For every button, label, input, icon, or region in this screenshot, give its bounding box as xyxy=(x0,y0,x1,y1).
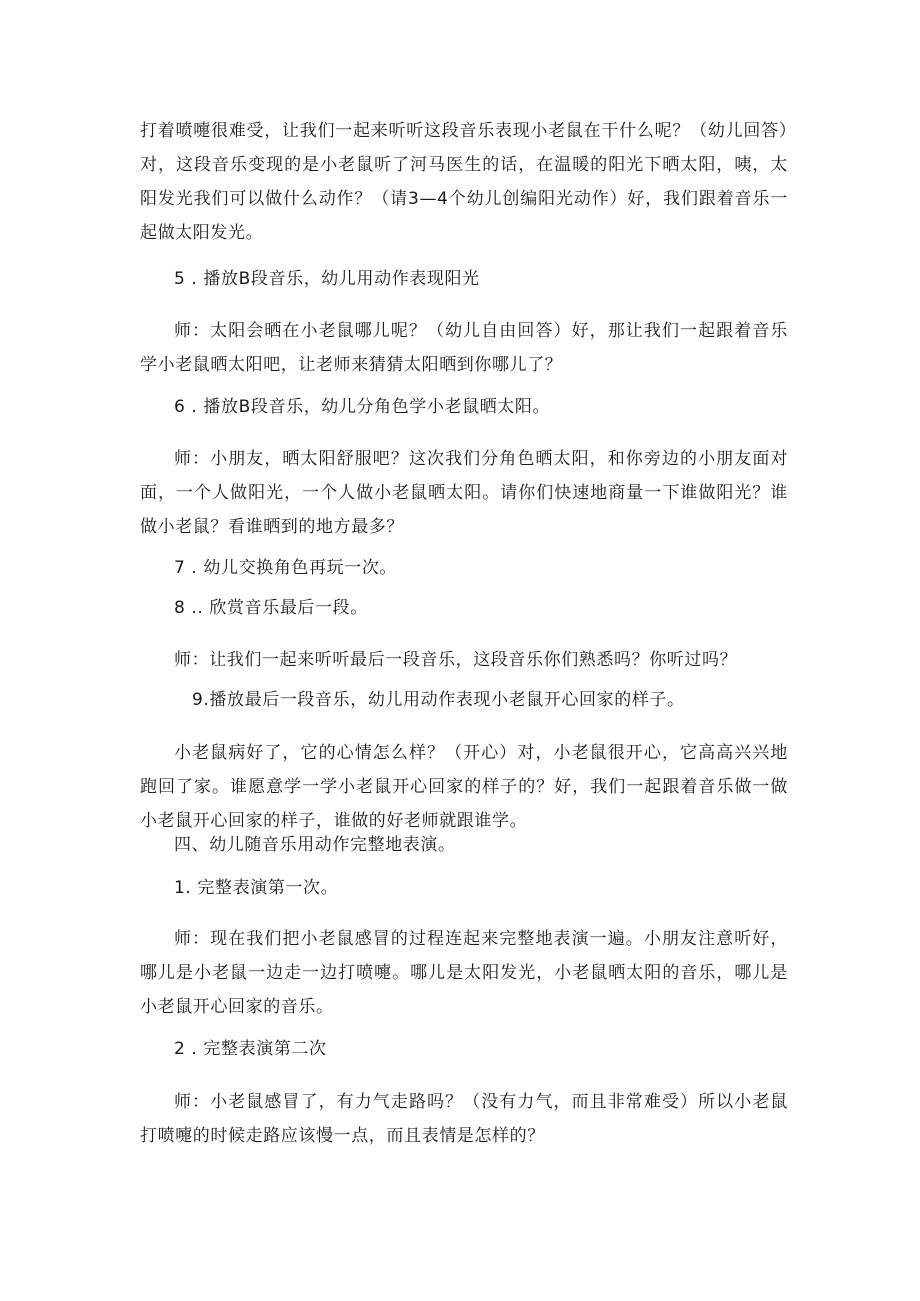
step-9-heading: 9.播放最后一段音乐，幼儿用动作表现小老鼠开心回家的样子。 xyxy=(192,690,685,710)
sub-step-2-heading: 2 . 完整表演第二次 xyxy=(174,1039,327,1059)
sub-step-1-heading: 1. 完整表演第一次。 xyxy=(174,878,339,898)
paragraph-teacher-sun-where: 师：太阳会晒在小老鼠哪儿呢？（幼儿自由回答）好，那让我们一起跟着音乐学小老鼠晒太阳吧，让老师来猜猜太阳晒到你哪儿了？ xyxy=(140,321,788,375)
step-6-heading: 6 . 播放B段音乐，幼儿分角色学小老鼠晒太阳。 xyxy=(174,397,551,417)
step-8-heading: 8 .. 欣赏音乐最后一段。 xyxy=(174,598,368,618)
step-7-heading: 7 . 幼儿交换角色再玩一次。 xyxy=(174,558,398,578)
paragraph-teacher-role-play: 师：小朋友，晒太阳舒服吧？这次我们分角色晒太阳，和你旁边的小朋友面对面，一个人做阳光，一个人做小老鼠晒太阳。请你们快速地商量一下谁做阳光？谁做小老鼠？看谁晒到的地方最多？ xyxy=(140,449,788,537)
paragraph-sun-music-intro: 打着喷嚏很难受，让我们一起来听听这段音乐表现小老鼠在干什么呢？（幼儿回答）对，这段音乐变现的是小老鼠听了河马医生的话，在温暖的阳光下晒太阳，咦，太阳发光我们可以做什么动作？（请3—4个幼儿创编阳光动作）好，我们跟着音乐一起做太阳发光。 xyxy=(140,121,788,243)
paragraph-mouse-happy-home: 小老鼠病好了，它的心情怎么样？（开心）对，小老鼠很开心，它高高兴兴地跑回了家。谁愿意学一学小老鼠开心回家的样子的？好，我们一起跟着音乐做一做小老鼠开心回家的样子，谁做的好老师就跟谁学。 xyxy=(140,743,788,831)
paragraph-teacher-last-music: 师：让我们一起来听听最后一段音乐，这段音乐你们熟悉吗？你听过吗？ xyxy=(174,650,738,670)
paragraph-teacher-cold-walk: 师：小老鼠感冒了，有力气走路吗？（没有力气，而且非常难受）所以小老鼠打喷嚏的时候走路应该慢一点，而且表情是怎样的？ xyxy=(140,1092,788,1146)
paragraph-teacher-full-performance: 师：现在我们把小老鼠感冒的过程连起来完整地表演一遍。小朋友注意听好，哪儿是小老鼠一边走一边打喷嚏。哪儿是太阳发光，小老鼠晒太阳的音乐，哪儿是小老鼠开心回家的音乐。 xyxy=(140,929,788,1017)
section-4-heading: 四、幼儿随音乐用动作完整地表演。 xyxy=(174,835,456,855)
step-5-heading: 5 . 播放B段音乐，幼儿用动作表现阳光 xyxy=(174,269,480,289)
